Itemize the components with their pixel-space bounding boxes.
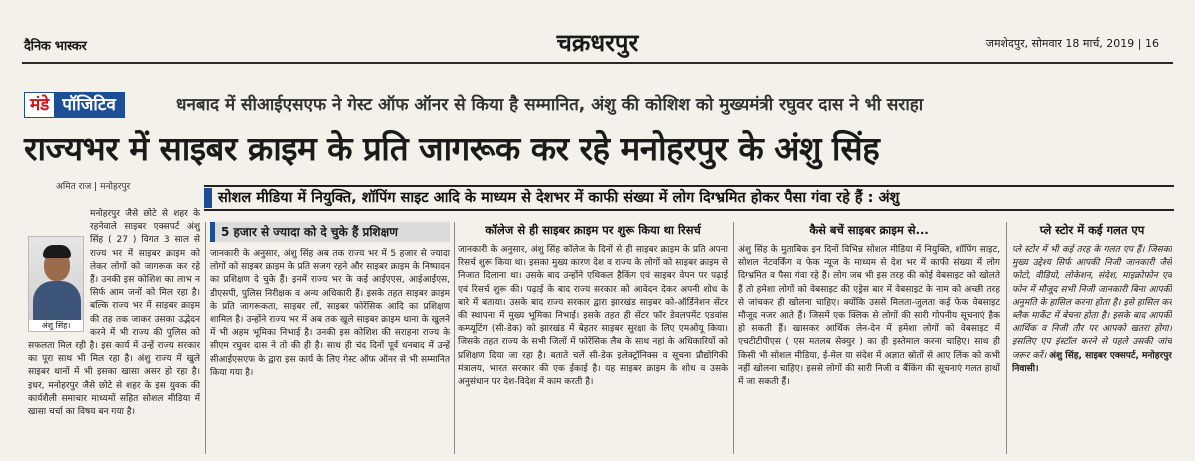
photo-body xyxy=(33,281,81,321)
column-divider xyxy=(1006,222,1007,454)
subhead-marker xyxy=(204,188,212,208)
intro-text: मनोहरपुर जैसे छोटे से शहर के रहनेवाले साइबर एक्सपर्ट अंशु सिंह ( 27 ) विगत 3 साल से राज्य भर में साइबर क्राइम को लेकर लोगों को जागरूक कर रहे हैं। उनकी इस कोशिश का लाभ न सिर्फ आम जनों को मिल रहा है। बल्कि राज्य भर में साइबर क्राइम की तह तक जाकर उसका उद्भेदन करने में भी राज्य की पुलिस को सफलता मिल रही है। इस कार्य में उन्हें राज्य सरकार का पूरा साथ भी मिल रहा है। अंशु राज्य में खुले साइबर थानों में भी इसका खासा असर हो रहा है। इधर, मनोहरपुर जैसे छोटे से शहर के इस युवक की कार्यशैली समाचार माध्यमों सहित सोशल मीडिया में खासा चर्चा का विषय बन गया है। xyxy=(28,209,200,418)
apps-text xyxy=(1012,244,1172,376)
training-text: जानकारी के अनुसार, अंशु सिंह अब तक राज्य भर में 5 हजार से ज्यादा लोगों को साइबर क्राइम के प्रति सजग रहने और साइबर क्राइम के निष्पादन का प्रशिक्षण दे चुके हैं। इनमें राज्य भर के कई आईएएस, आईआईएस, डीएसपी, पुलिस निरीक्षक व अन्य अधिकारी हैं। इसके तहत साइबर क्राइम के प्रति जागरूकता, साइबर लॉ, साइबर फोरेंसिक आदि का प्रशिक्षण शामिल है। उन्होंने राज्य भर में अब तक खुले साइबर क्राइम थाना के खुलने में भी अहम भूमिका निभाई है। उनकी इस कोशिश की सराहना राज्य के सीएम रघुवर दास ने तो की ही है। साथ ही चंद दिनों पूर्व धनबाद में उन्हें सीआईएसएफ के द्वारा इस कार्य के लिए गेस्ट ऑफ ऑनर से भी सम्मानित किया गया है। xyxy=(210,249,450,378)
column-research xyxy=(458,222,728,454)
section-title: चक्रधरपुर xyxy=(556,29,639,57)
dateline: जमशेदपुर, सोमवार 18 मार्च, 2019 | 16 xyxy=(985,37,1159,50)
subhead-bar xyxy=(204,185,1174,211)
author-photo xyxy=(28,236,84,332)
byline-separator xyxy=(95,182,96,191)
column-avoid xyxy=(738,222,1000,454)
byline xyxy=(56,179,130,192)
byline-place: मनोहरपुर xyxy=(100,182,131,192)
kicker-row xyxy=(24,92,1174,118)
avoid-text: अंशु सिंह के मुताबिक इन दिनों विभिन्न सोशल मीडिया में नियुक्ति, शॉपिंग साइट, सोशल नेटवर्किंग व फेक न्यूज के माध्यम से देश भर में काफी संख्या में लोग दिग्भ्रमित व पैसा गंवा रहे हैं। लोग जब भी इस तरह की कोई वेबसाइट को खोलते हैं तो हमेशा लोगों को वेबसाइट की एड्रेस बार में वेबसाइट के नाम को अच्छी तरह से जांचकर ही खोलना चाहिए। क्योंकि उससे मिलता-जुलता कई फेक वेबसाइट मौजूद नजर आते हैं। जिसमें एक क्लिक से लोगों की सारी गोपनीय सूचनाएं हैक हो सकती हैं। खासकर आर्थिक लेन-देन में हमेशा लोगों को वेबसाइट में एचटीटीपीएस ( एस मतलब सेक्युर ) का ही इस्तेमाल करना चाहिए। साथ ही किसी भी सोशल मीडिया, ई-मेल या संदेश में अज्ञात स्रोतों से आए लिंक को कभी नहीं खोलना चाहिए। इससे लोगों की सारी निजी व बैंकिंग की सूचनाएं गलत हाथों में जा सकती हैं। xyxy=(738,245,1000,388)
photo-hair xyxy=(43,245,71,258)
photo-caption: अंशु सिंह। xyxy=(29,320,83,331)
training-heading: 5 हजार से ज्यादा को दे चुके हैं प्रशिक्षण xyxy=(210,222,450,242)
column-divider xyxy=(205,222,206,454)
masthead-rule xyxy=(22,62,1173,64)
column-divider xyxy=(454,222,455,454)
newspaper-logo: दैनिक भास्कर xyxy=(24,39,87,54)
badge-red-text: मंडे xyxy=(25,93,54,117)
monday-positive-badge xyxy=(24,92,125,118)
column-intro xyxy=(28,208,200,454)
badge-blue-text: पॉजिटिव xyxy=(54,93,124,117)
headline: राज्यभर में साइबर क्राइम के प्रति जागरूक कर रहे मनोहरपुर के अंशु सिंह xyxy=(24,129,880,168)
column-training xyxy=(210,222,450,454)
byline-author: अमित राज xyxy=(56,182,92,192)
research-text: जानकारी के अनुसार, अंशु सिंह कॉलेज के दिनों से ही साइबर क्राइम के प्रति अपना रिसर्च शुरू किया था। इसका मुख्य कारण देश व राज्य के लोगों को साइबर क्राइम से निजात दिलाना था। उसके बाद उन्होंने एथिकल हैकिंग एवं साइबर वेपन पर पढ़ाई एवं रिसर्च शुरू की। पढ़ाई के बाद राज्य सरकार को आवेदन देकर अपनी शोध के बारे में बताया। उसके बाद राज्य सरकार द्वारा झारखंड साइबर को-ऑर्डिनेशन सेंटर की स्थापना में मुख्य भूमिका निभाई। इसके तहत ही सेंटर फॉर डेवलपमेंट एडवांस कम्प्यूटिंग (सी-डेक) को झारखंड में बेहतर साइबर सुरक्षा के लिए एमओयू किया। जिसके तहत राज्य के सभी जिलों में फोरेंसिक लैब के साथ नहां के अधिकारियों को प्रशिक्षण दिया जा रहा है। बताते चलें सी-डेक इलेक्ट्रॉनिक्स व सूचना प्रौद्योगिकी मंत्रालय, भारत सरकार की एक ईकाई है। यह साइबर क्राइम के शोध व उसके अनुसंधान पर देश-विदेश में काम करती है। xyxy=(458,245,728,388)
kicker-text: धनबाद में सीआईएसएफ ने गेस्ट ऑफ ऑनर से किया है सम्मानित, अंशु की कोशिश को मुख्यमंत्री रघुवर दास ने भी सराहा xyxy=(176,95,924,115)
column-divider xyxy=(733,222,734,454)
apps-heading: प्ले स्टोर में कई गलत एप xyxy=(1039,223,1145,237)
masthead xyxy=(0,0,1195,62)
avoid-heading: कैसे बचें साइबर क्राइम से... xyxy=(809,223,929,237)
column-apps xyxy=(1012,222,1172,454)
research-heading: कॉलेज से ही साइबर क्राइम पर शुरू किया था रिसर्च xyxy=(485,223,701,237)
apps-body: प्ले स्टोर में भी कई तरह के गलत एप हैं। जिसका मुख्य उद्देश्य सिर्फ आपकी निजी जानकारी जैसे फोटो, वीडियो, लोकेशन, संदेश, माइक्रोफोन एवं फोन में मौजूद सभी निजी जानकारी बिना आपकी अनुमति के हासिल करना होता है। इसे हासिल कर ब्लैक मार्केट में बेचना होता है। इसके बाद आपकी आर्थिक व निजी तौर पर आपको खतरा होगा। इसलिए एप इंस्टॉल करने से पहले उसकी जांच जरूर करें। xyxy=(1012,245,1172,361)
subhead: सोशल मीडिया में नियुक्ति, शॉपिंग साइट आदि के माध्यम से देशभर में काफी संख्या में लोग दिग्भ्रमित होकर पैसा गंवा रहे हैं : अंशु xyxy=(218,190,900,206)
apps-signature: अंशु सिंह, साइबर एक्सपर्ट, मनोहरपुर निवासी। xyxy=(1012,350,1172,374)
